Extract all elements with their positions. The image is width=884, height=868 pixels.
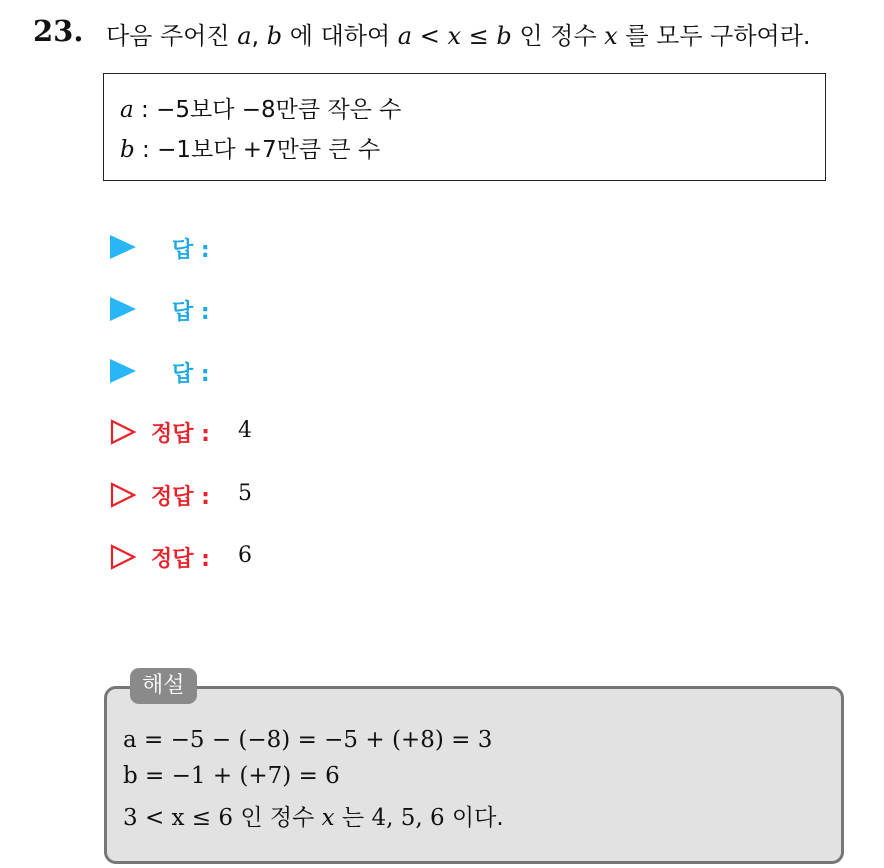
answer-label: 답 : [172, 238, 210, 263]
outline-triangle-icon [110, 419, 136, 445]
answer-row-1[interactable] [110, 232, 210, 263]
question-number: 23. [33, 14, 84, 48]
correct-value: 5 [238, 481, 252, 506]
condition-box [103, 73, 826, 181]
var-b: b [266, 22, 283, 50]
play-triangle-icon [110, 359, 136, 383]
condition-b: b : −1보다 +7만큼 큰 수 [120, 137, 381, 163]
answer-row-3[interactable] [110, 356, 210, 387]
solution-line-1: a = −5 − (−8) = −5 + (+8) = 3 [123, 727, 493, 753]
correct-label: 정답 : [151, 422, 210, 447]
question-text: 다음 주어진 a, b 에 대하여 a < x ≤ b 인 정수 x 를 모두 구하여라. [106, 22, 811, 50]
solution-line-3: 3 < x ≤ 6 인 정수 x 는 4, 5, 6 이다. [123, 805, 504, 831]
answer-row-2[interactable] [110, 294, 210, 325]
condition-a: a : −5보다 −8만큼 작은 수 [120, 97, 402, 123]
solution-tag: 해설 [130, 668, 197, 704]
solution-box [104, 686, 844, 864]
play-triangle-icon [110, 297, 136, 321]
outline-triangle-icon [110, 544, 136, 570]
play-triangle-icon [110, 235, 136, 259]
var-x: x [604, 22, 618, 50]
solution-line-2: b = −1 + (+7) = 6 [123, 763, 340, 789]
var-a: a [237, 22, 252, 50]
correct-value: 4 [238, 418, 252, 443]
correct-label: 정답 : [151, 485, 210, 510]
inequality: a < x ≤ b [397, 22, 512, 50]
answer-label: 답 : [172, 300, 210, 325]
outline-triangle-icon [110, 482, 136, 508]
answer-label: 답 : [172, 362, 210, 387]
correct-label: 정답 : [151, 547, 210, 572]
correct-value: 6 [238, 543, 252, 568]
